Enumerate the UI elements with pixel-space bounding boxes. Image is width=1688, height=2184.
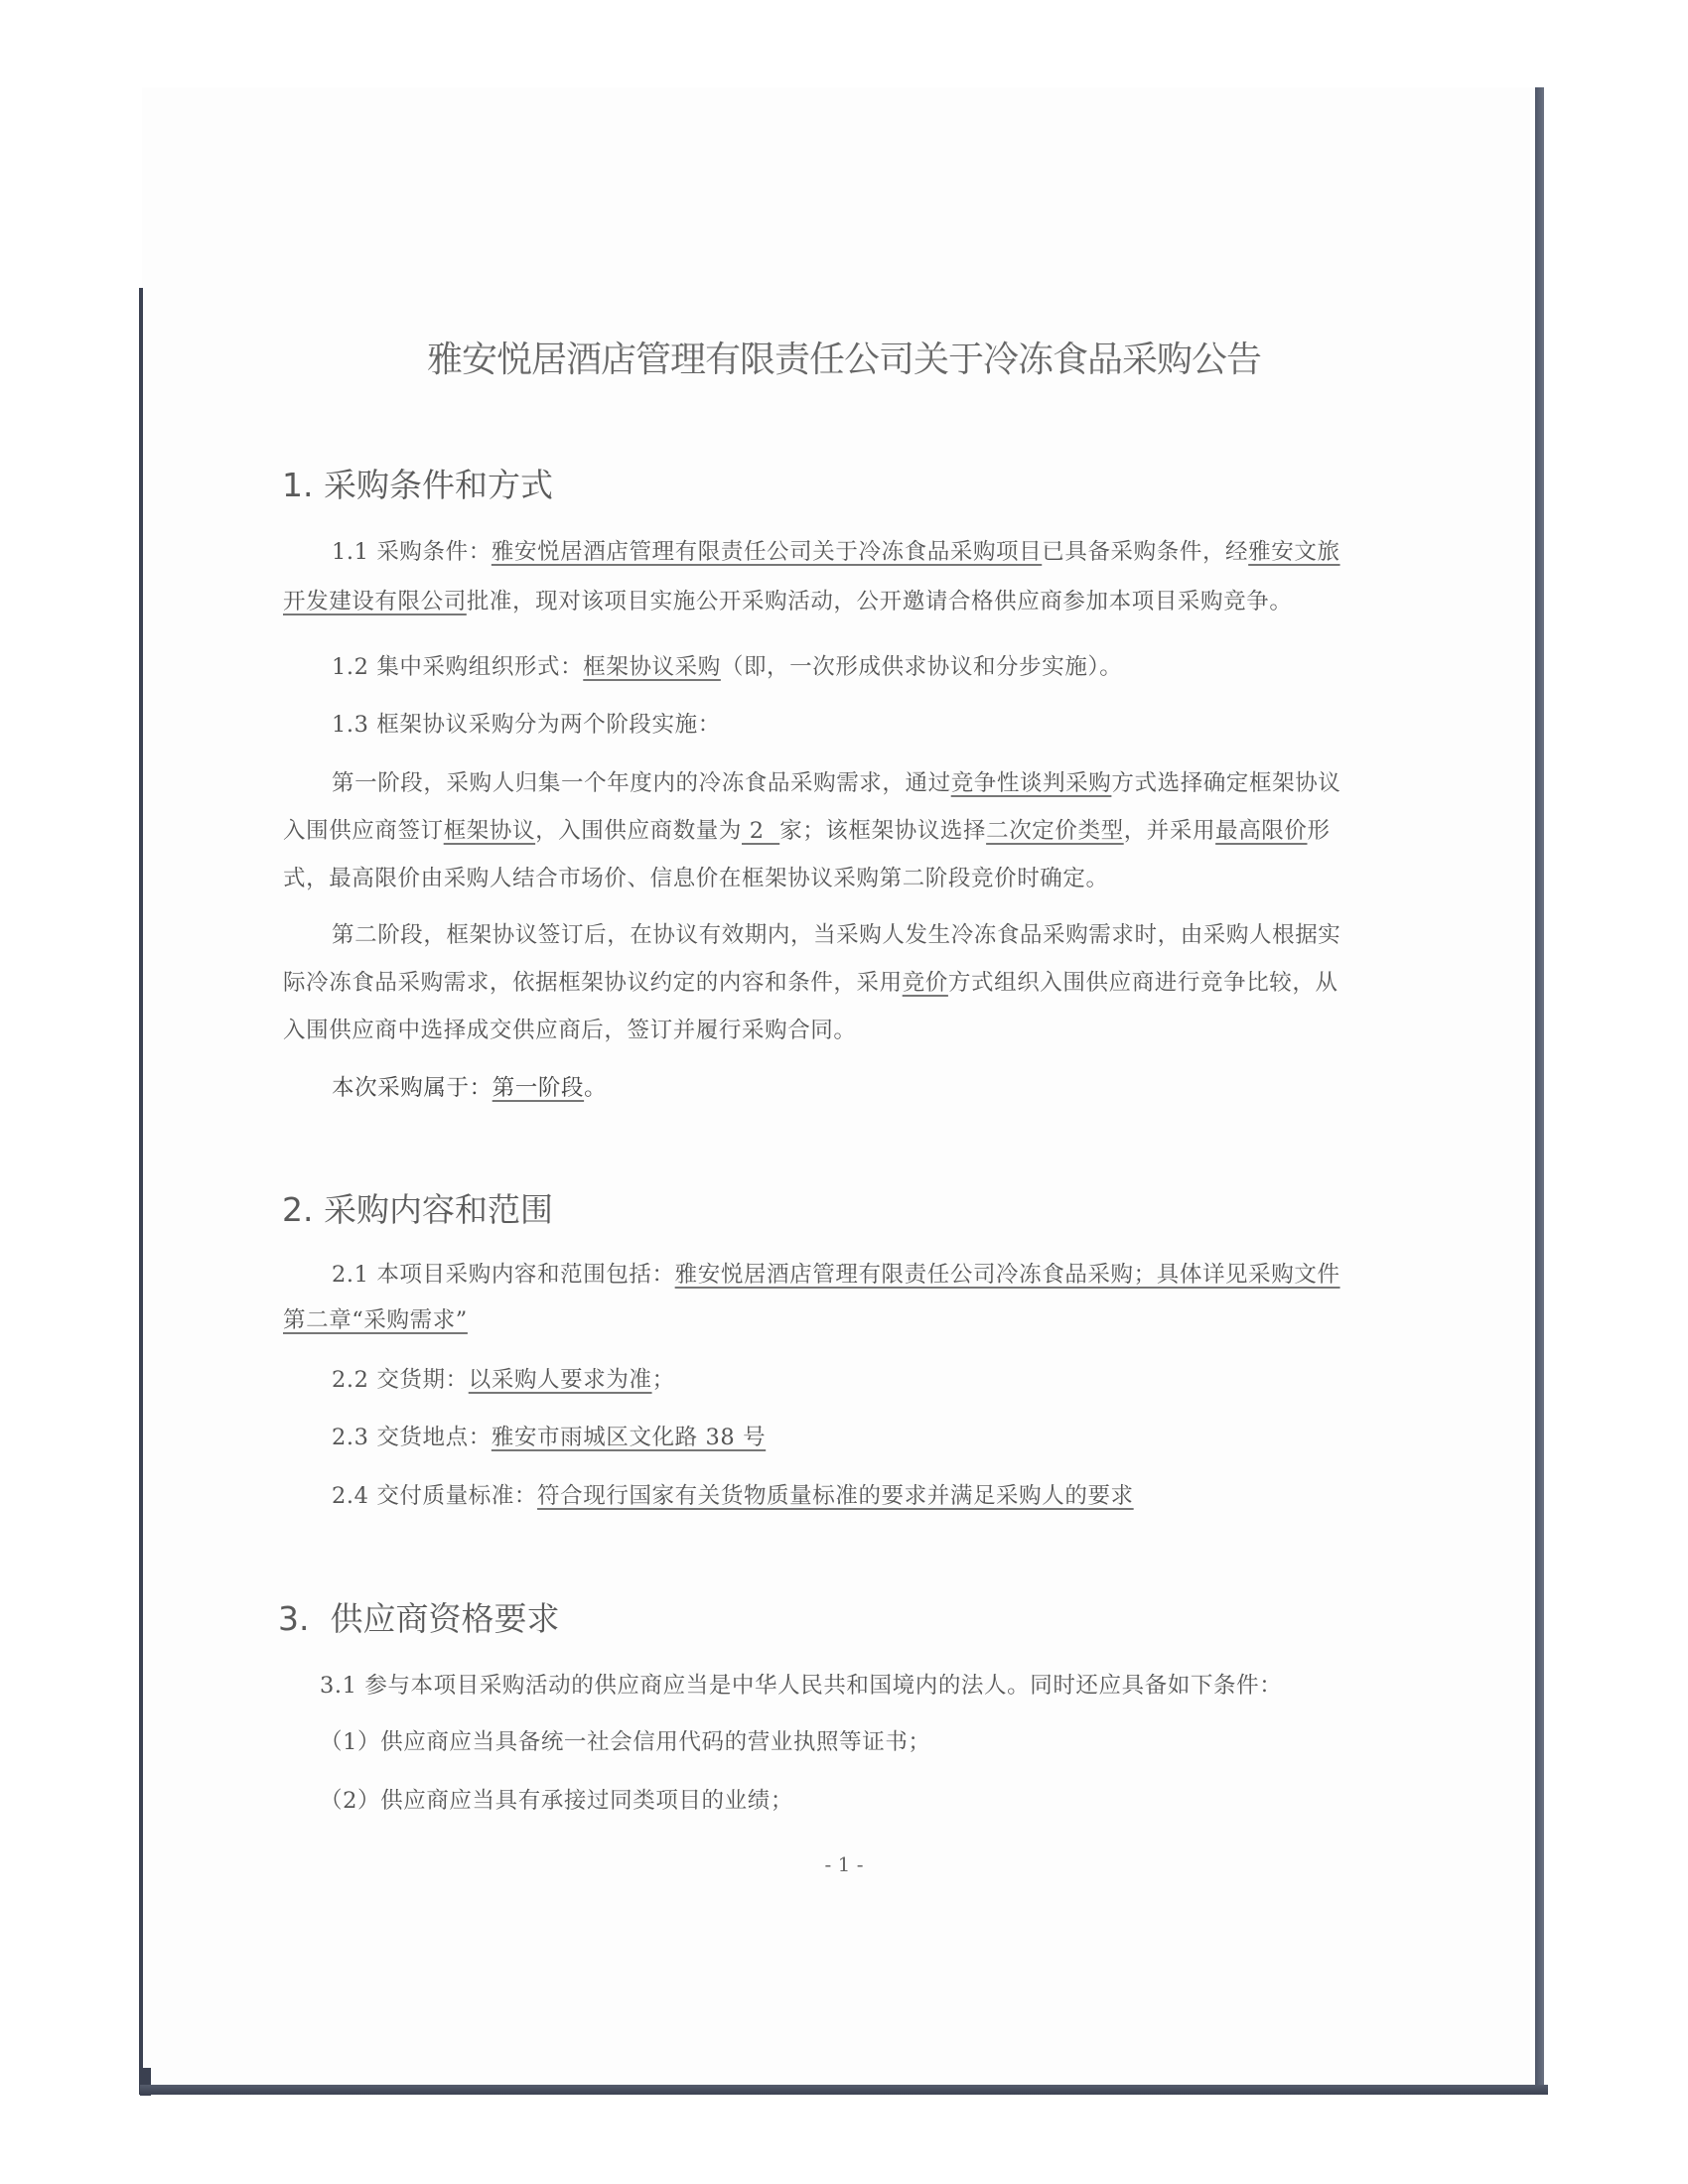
text-segment: 2.2 交货期： xyxy=(332,1367,469,1393)
underlined-quality-standard: 符合现行国家有关货物质量标准的要求并满足采购人的要求 xyxy=(537,1483,1134,1509)
paragraph-3-1-1 xyxy=(320,1718,1422,1766)
page-number: - 1 - xyxy=(824,1852,864,1876)
text-segment: 方式组织入围供应商进行竞争比较，从 xyxy=(947,970,1338,996)
underlined-procurement-form: 框架协议采购 xyxy=(583,654,721,680)
section-heading-3: 3. 供应商资格要求 xyxy=(278,1599,560,1638)
underlined-scope: 雅安悦居酒店管理有限责任公司冷冻食品采购；具体详见采购文件 xyxy=(674,1262,1340,1288)
paragraph-2-4 xyxy=(283,1472,1434,1520)
paragraph-3-1-2 xyxy=(320,1777,1422,1825)
text-segment: 3.1 参与本项目采购活动的供应商应当是中华人民共和国境内的法人。同时还应具备如下条件： xyxy=(320,1673,1283,1699)
paragraph-3-1 xyxy=(320,1662,1422,1709)
paragraph-stage-2 xyxy=(283,911,1434,959)
text-segment: 第一阶段，采购人归集一个年度内的冷冻食品采购需求，通过 xyxy=(332,770,951,796)
paragraph-current-stage xyxy=(283,1064,1434,1112)
text-segment: 2.1 本项目采购内容和范围包括： xyxy=(332,1262,675,1288)
text-segment: 入围供应商中选择成交供应商后，签订并履行采购合同。 xyxy=(283,1018,857,1043)
page-edge-bottom xyxy=(140,2085,1548,2095)
text-segment: 方式选择确定框架协议 xyxy=(1111,770,1341,796)
text-segment: ，并采用 xyxy=(1123,818,1216,844)
text-segment: 1.2 集中采购组织形式： xyxy=(332,654,584,680)
underlined-bidding: 竞价 xyxy=(902,970,948,996)
document-title: 雅安悦居酒店管理有限责任公司关于冷冻食品采购公告 xyxy=(426,340,1261,380)
underlined-stage: 第一阶段 xyxy=(492,1075,585,1101)
paragraph-1-2 xyxy=(283,643,1434,691)
paragraph-stage-1 xyxy=(283,759,1434,807)
text-segment: 已具备采购条件，经 xyxy=(1042,539,1249,565)
text-segment: 式，最高限价由采购人结合市场价、信息价在框架协议采购第二阶段竞价时确定。 xyxy=(283,866,1109,891)
text-segment: （即，一次形成供求协议和分步实施）。 xyxy=(720,654,1123,680)
section-heading-1: 1. 采购条件和方式 xyxy=(282,466,553,504)
underlined-pricing-type: 二次定价类型 xyxy=(986,818,1124,844)
paragraph-2-1 xyxy=(283,1251,1434,1298)
underlined-scope: 第二章“采购需求” xyxy=(283,1307,468,1333)
underlined-supplier-count: 2 xyxy=(742,818,780,844)
paragraph-1-3 xyxy=(283,701,1434,749)
text-segment: 入围供应商签订 xyxy=(283,818,444,844)
underlined-delivery-period: 以采购人要求为准 xyxy=(468,1367,652,1393)
text-segment: 2.3 交货地点： xyxy=(332,1425,492,1450)
paragraph-2-3 xyxy=(283,1414,1434,1461)
text-segment: 批准，现对该项目实施公开采购活动，公开邀请合格供应商参加本项目采购竞争。 xyxy=(466,589,1293,614)
text-segment: 形 xyxy=(1307,818,1331,844)
paragraph-stage-1-cont xyxy=(283,807,1385,855)
underlined-term: 框架协议 xyxy=(443,818,536,844)
paragraph-stage-1-cont-2 xyxy=(283,855,1385,902)
paragraph-1-1 xyxy=(283,528,1434,576)
page-edge-left xyxy=(139,288,143,2095)
section-heading-2: 2. 采购内容和范围 xyxy=(282,1190,553,1229)
underlined-delivery-address: 雅安市雨城区文化路 38 号 xyxy=(491,1425,767,1450)
underlined-method: 竞争性谈判采购 xyxy=(950,770,1112,796)
paragraph-2-1-cont xyxy=(283,1297,1385,1344)
underlined-price-cap: 最高限价 xyxy=(1215,818,1308,844)
text-segment: （2）供应商应当具有承接过同类项目的业绩； xyxy=(320,1788,793,1814)
paragraph-stage-2-cont-2 xyxy=(283,1007,1385,1054)
paragraph-1-1-cont xyxy=(283,578,1385,625)
text-segment: 1.3 框架协议采购分为两个阶段实施： xyxy=(332,712,721,738)
paragraph-2-2 xyxy=(283,1356,1434,1404)
text-segment: 第二阶段，框架协议签订后，在协议有效期内，当采购人发生冷冻食品采购需求时，由采购人根据实 xyxy=(332,922,1341,948)
text-segment: 际冷冻食品采购需求，依据框架协议约定的内容和条件，采用 xyxy=(283,970,903,996)
underlined-approver: 开发建设有限公司 xyxy=(283,589,467,614)
text-segment: ，入围供应商数量为 xyxy=(535,818,743,844)
text-segment: 1.1 采购条件： xyxy=(332,539,492,565)
text-segment: （1）供应商应当具备统一社会信用代码的营业执照等证书； xyxy=(320,1729,931,1755)
text-segment: 。 xyxy=(584,1075,608,1101)
text-segment: 家；该框架协议选择 xyxy=(779,818,987,844)
paragraph-stage-2-cont xyxy=(283,959,1385,1007)
page-edge-right xyxy=(1535,87,1544,2095)
text-segment: ； xyxy=(651,1367,675,1393)
text-segment: 本次采购属于： xyxy=(332,1075,492,1101)
underlined-project-name: 雅安悦居酒店管理有限责任公司关于冷冻食品采购项目 xyxy=(491,539,1043,565)
text-segment: 2.4 交付质量标准： xyxy=(332,1483,538,1509)
underlined-approver: 雅安文旅 xyxy=(1248,539,1340,565)
